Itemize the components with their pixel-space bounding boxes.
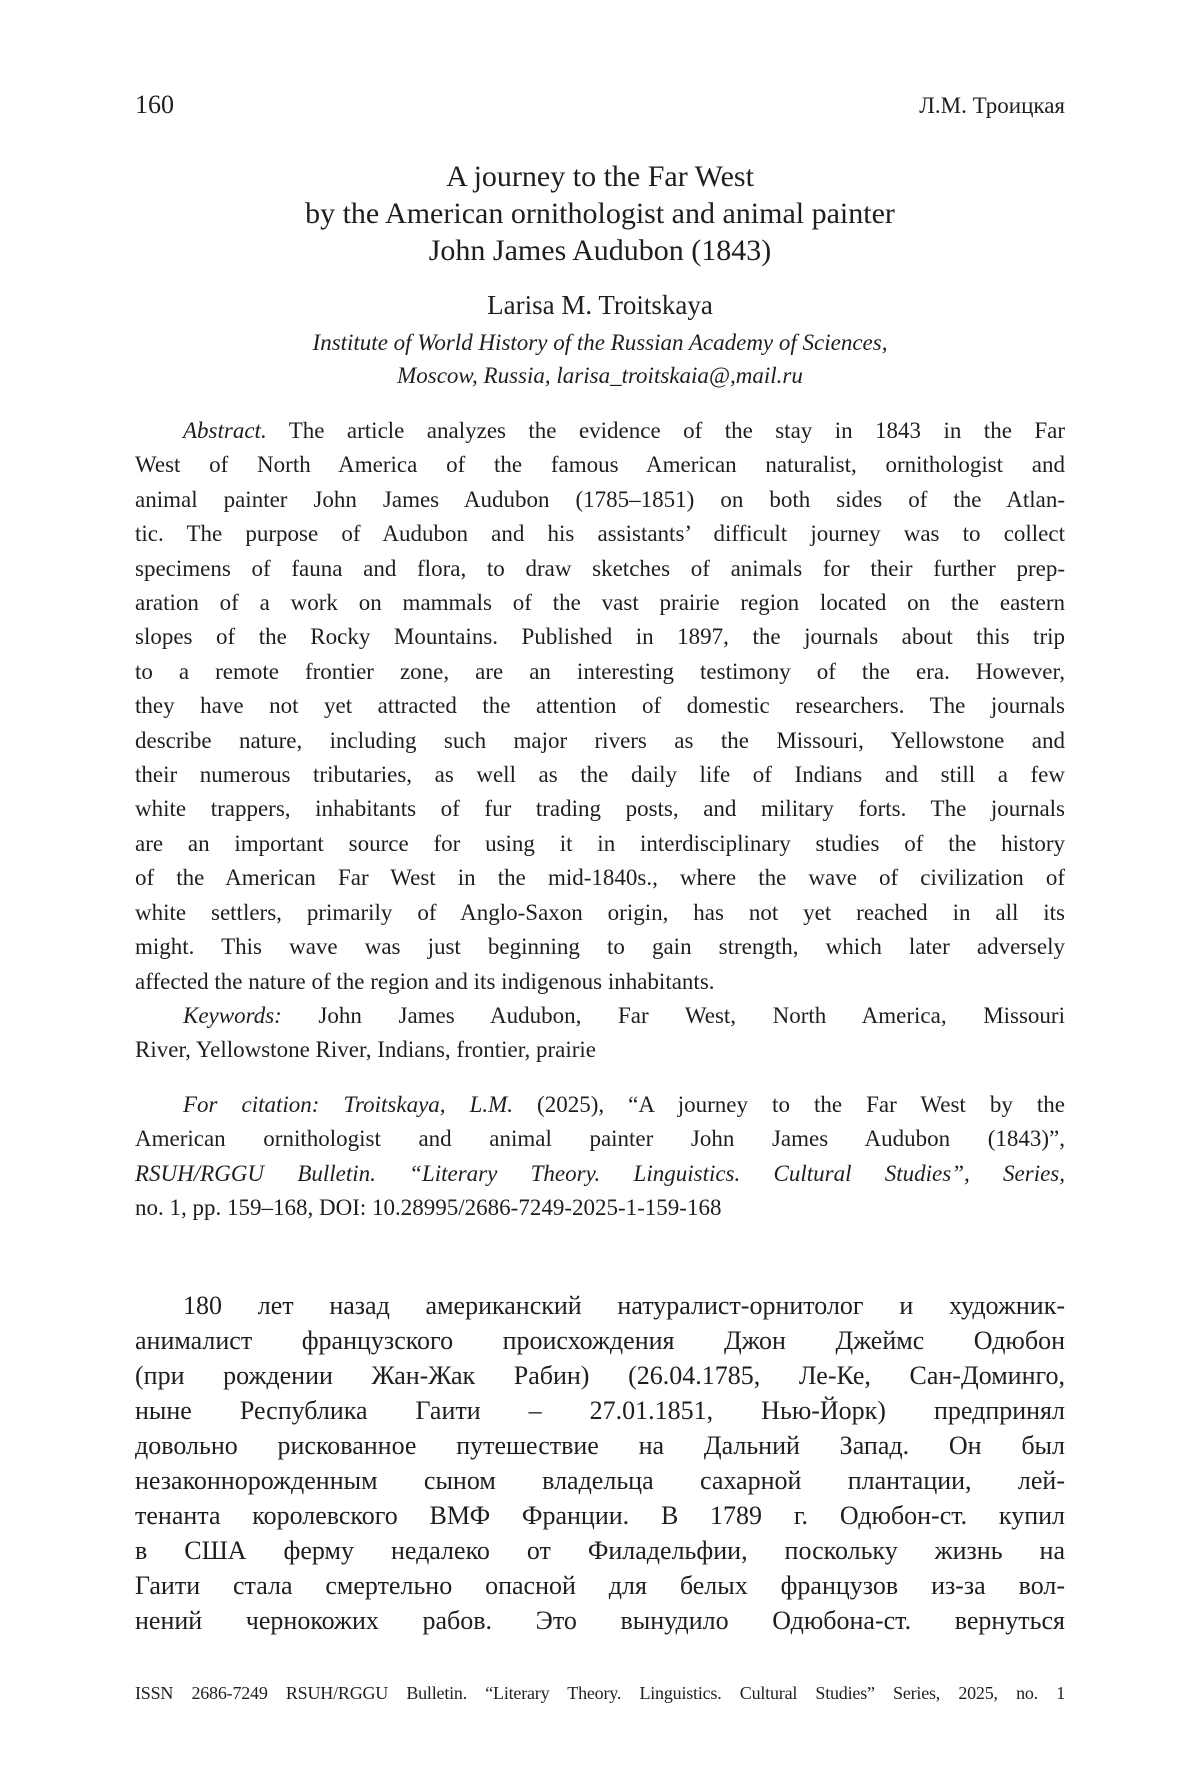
abstract-line — [135, 414, 1065, 448]
citation-line: American ornithologist and animal painter John James Audubon (1843)”, — [135, 1122, 1065, 1156]
abstract-line: slopes of the Rocky Mountains. Published in 1897, the journals about this trip — [135, 620, 1065, 654]
keywords-label: Keywords: — [183, 1003, 282, 1028]
body-line: Гаити стала смертельно опасной для белых французов из-за вол- — [135, 1568, 1065, 1603]
body-line: ныне Республика Гаити – 27.01.1851, Нью-Йорк) предпринял — [135, 1393, 1065, 1428]
page-footer: ISSN 2686-7249 RSUH/RGGU Bulletin. “Literary Theory. Linguistics. Cultural Studies” Series, 2025, no. 1 — [135, 1683, 1065, 1704]
body-line: (при рождении Жан-Жак Рабин) (26.04.1785, Ле-Ке, Сан-Доминго, — [135, 1358, 1065, 1393]
page-number: 160 — [135, 90, 174, 120]
body-line: довольно рискованное путешествие на Дальний Запад. Он был — [135, 1428, 1065, 1463]
citation-line — [135, 1157, 1065, 1191]
title-line: John James Audubon (1843) — [0, 232, 1200, 269]
body-line: анималист французского происхождения Джон Джеймс Одюбон — [135, 1323, 1065, 1358]
title-line: A journey to the Far West — [0, 158, 1200, 195]
abstract-line: might. This wave was just beginning to gain strength, which later adversely — [135, 930, 1065, 964]
body-line: тенанта королевского ВМФ Франции. В 1789 г. Одюбон-ст. купил — [135, 1498, 1065, 1533]
author-name: Larisa M. Troitskaya — [0, 290, 1200, 321]
abstract-line: animal painter John James Audubon (1785–1851) on both sides of the Atlan- — [135, 483, 1065, 517]
body-line: 180 лет назад американский натуралист-орнитолог и художник- — [135, 1288, 1065, 1323]
keywords-text: John James Audubon, Far West, North America, Missouri — [282, 1003, 1065, 1028]
abstract-line: affected the nature of the region and its indigenous inhabitants. — [135, 965, 1065, 999]
abstract-label: Abstract. — [183, 418, 267, 443]
abstract-line: their numerous tributaries, as well as the daily life of Indians and still a few — [135, 758, 1065, 792]
article-title — [0, 158, 1200, 269]
affiliation — [0, 326, 1200, 392]
body-text — [135, 1288, 1065, 1638]
citation-label: For citation: Troitskaya, L.M. — [183, 1092, 513, 1117]
abstract-line: are an important source for using it in interdisciplinary studies of the history — [135, 827, 1065, 861]
abstract-line: of the American Far West in the mid-1840s., where the wave of civilization of — [135, 861, 1065, 895]
citation — [135, 1088, 1065, 1226]
abstract-line: describe nature, including such major rivers as the Missouri, Yellowstone and — [135, 724, 1065, 758]
abstract-line: white settlers, primarily of Anglo-Saxon origin, has not yet reached in all its — [135, 896, 1065, 930]
abstract-line: to a remote frontier zone, are an interesting testimony of the era. However, — [135, 655, 1065, 689]
affiliation-line: Moscow, Russia, larisa_troitskaia@,mail.ru — [0, 359, 1200, 392]
abstract-line: aration of a work on mammals of the vast prairie region located on the eastern — [135, 586, 1065, 620]
citation-line: no. 1, pp. 159–168, DOI: 10.28995/2686-7249-2025-1-159-168 — [135, 1191, 1065, 1225]
body-line: нений чернокожих рабов. Это вынудило Одюбона-ст. вернуться — [135, 1603, 1065, 1638]
affiliation-line: Institute of World History of the Russian Academy of Sciences, — [0, 326, 1200, 359]
body-line: в США ферму недалеко от Филадельфии, поскольку жизнь на — [135, 1533, 1065, 1568]
abstract-line: specimens of fauna and flora, to draw sketches of animals for their further prep- — [135, 552, 1065, 586]
abstract-line: West of North America of the famous American naturalist, ornithologist and — [135, 448, 1065, 482]
abstract-text: The article analyzes the evidence of the stay in 1843 in the Far — [267, 418, 1065, 443]
running-header-author: Л.М. Троицкая — [919, 93, 1065, 119]
body-line: незаконнорожденным сыном владельца сахарной плантации, лей- — [135, 1463, 1065, 1498]
citation-line — [135, 1088, 1065, 1122]
title-line: by the American ornithologist and animal painter — [0, 195, 1200, 232]
abstract-line: tic. The purpose of Audubon and his assistants’ difficult journey was to collect — [135, 517, 1065, 551]
keywords-line: River, Yellowstone River, Indians, frontier, prairie — [135, 1033, 1065, 1067]
abstract-line: they have not yet attracted the attention of domestic researchers. The journals — [135, 689, 1065, 723]
abstract-line: white trappers, inhabitants of fur trading posts, and military forts. The journals — [135, 792, 1065, 826]
citation-journal: RSUH/RGGU Bulletin. “Literary Theory. Linguistics. Cultural Studies”, Series, — [135, 1161, 1065, 1186]
abstract — [135, 414, 1065, 1068]
citation-text: (2025), “A journey to the Far West by the — [513, 1092, 1065, 1117]
keywords-line — [135, 999, 1065, 1033]
